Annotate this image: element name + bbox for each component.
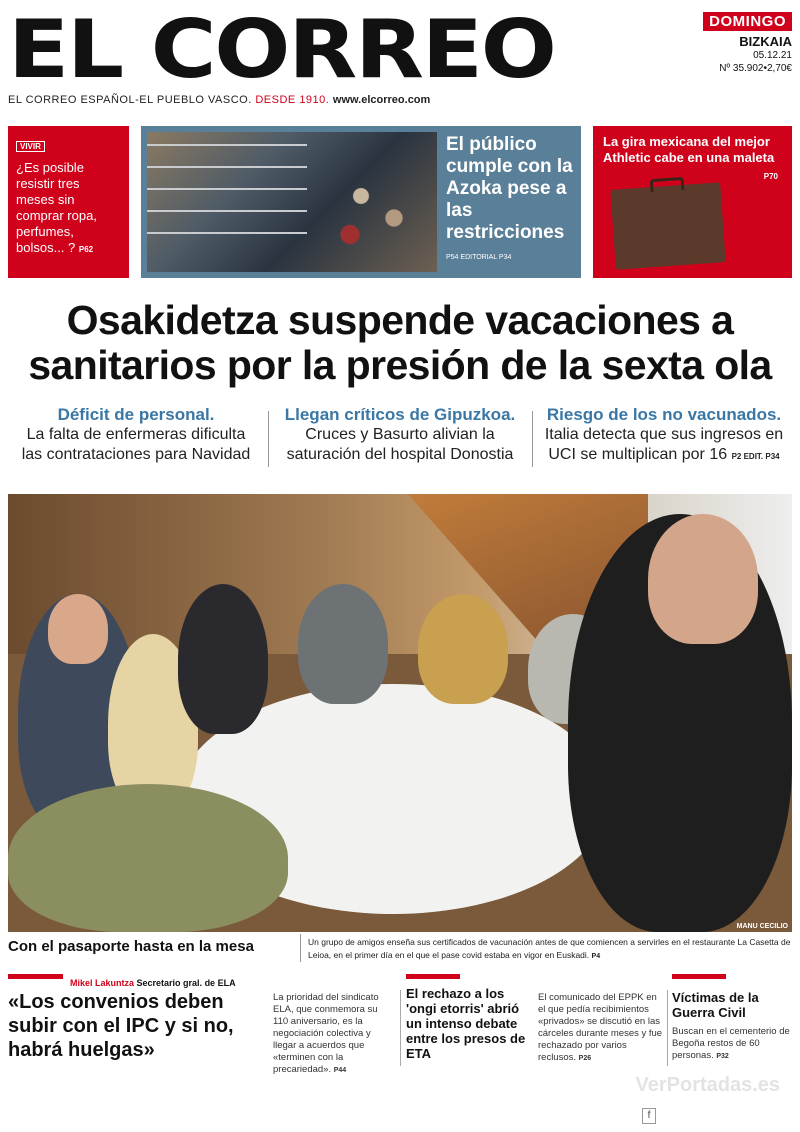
section-bar: [406, 974, 460, 979]
promo-athletic[interactable]: [593, 126, 792, 278]
guerra-civil-body: Buscan en el cementerio de Begoña restos de 60 personas. P32: [672, 1026, 790, 1061]
subhead-no-vacunados[interactable]: Riesgo de los no vacunados. Italia detecta que sus ingresos en UCI se multiplican por 16 P2 EDIT. P34: [536, 405, 792, 467]
divider: [667, 990, 668, 1066]
promo-azoka-headline: El público cumple con la Azoka pese a las restricciones: [446, 134, 573, 243]
promo-athletic-headline: La gira mexicana del mejor Athletic cabe en una maleta: [603, 134, 775, 165]
caption-title[interactable]: Con el pasaporte hasta en la mesa: [8, 938, 254, 955]
main-headline[interactable]: Osakidetza suspende vacaciones a sanitarios por la presión de la sexta ola: [28, 297, 772, 388]
section-bar: [8, 974, 63, 979]
eta-headline[interactable]: El rechazo a los 'ongi etorris' abrió un intenso debate entre los presos de ETA: [406, 986, 526, 1061]
interviewee-role: Secretario gral. de ELA: [136, 978, 236, 988]
subhead-kicker: Riesgo de los no vacunados.: [546, 405, 782, 424]
subheads: [8, 405, 792, 471]
divider: [532, 411, 533, 467]
suitcase-image: [610, 182, 725, 269]
interview-body: La prioridad del sindicato ELA, que conmemora su 110 aniversario, es la negociación colectiva y llegar a acuerdos que «terminen con la precariedad». P44: [273, 992, 379, 1075]
promo-azoka[interactable]: [141, 126, 581, 278]
restaurant-photo[interactable]: [8, 494, 792, 932]
corner-icon: f: [642, 1108, 656, 1124]
masthead: [8, 3, 792, 108]
promo-vivir-text: ¿Es posible resistir tres meses sin comprar ropa, perfumes, bolsos... ? P62: [16, 160, 97, 255]
bottom-stories: [8, 974, 792, 1074]
promo-row: [8, 126, 792, 278]
issue-number-price: Nº 35.902•2,70€: [719, 63, 792, 74]
subhead-deficit[interactable]: Déficit de personal. La falta de enfermeras dificulta las contrataciones para Navidad: [8, 405, 264, 465]
page-ref: P32: [716, 1053, 729, 1060]
subhead-gipuzkoa[interactable]: Llegan críticos de Gipuzkoa. Cruces y Basurto alivian la saturación del hospital Donostia: [272, 405, 528, 465]
interview-headline[interactable]: «Los convenios deben subir con el IPC y si no, habrá huelgas»: [8, 991, 234, 1061]
market-photo: [147, 132, 437, 272]
newspaper-logo[interactable]: EL CORREO: [8, 3, 555, 96]
page-ref: P54 EDITORIAL P34: [446, 254, 512, 261]
caption-text: Un grupo de amigos enseña sus certificados de vacunación antes de que comiencen a servirles en el restaurante La Casetta de Leioa, en el primer día en el que el pase covid estaba en vigor en Euskadi. P4: [308, 937, 791, 960]
page-ref: P70: [763, 172, 778, 181]
section-bar: [672, 974, 726, 979]
issue-date: 05.12.21: [753, 50, 792, 61]
edition-label: BIZKAIA: [739, 34, 792, 49]
photo-caption: [8, 934, 792, 964]
page-ref: P26: [578, 1055, 592, 1062]
guerra-civil-headline[interactable]: Víctimas de la Guerra Civil: [672, 990, 759, 1020]
day-badge: DOMINGO: [703, 12, 792, 31]
tagline: [8, 94, 430, 106]
photo-credit: MANU CECILIO: [736, 923, 788, 930]
site-link[interactable]: www.elcorreo.com: [332, 94, 431, 106]
page-ref: P4: [591, 953, 601, 960]
tagline-since: DESDE 1910.: [255, 94, 330, 106]
page-ref: P2 EDIT. P34: [731, 452, 780, 461]
eta-body: El comunicado del EPPK en el que pedía recibimientos «privados» se discutió en las cárceles durante meses y fue rechazado por varios reclusos. P26: [538, 992, 663, 1063]
subhead-kicker: Llegan críticos de Gipuzkoa.: [284, 405, 516, 424]
interviewee-name: Mikel Lakuntza: [70, 978, 135, 988]
issue-info: [703, 12, 792, 74]
page-ref: P44: [333, 1067, 347, 1074]
divider: [300, 934, 301, 962]
page-ref: P62: [78, 245, 94, 254]
watermark: VerPortadas.es: [635, 1074, 780, 1096]
divider: [268, 411, 269, 467]
promo-vivir[interactable]: [8, 126, 129, 278]
divider: [400, 990, 401, 1066]
subhead-kicker: Déficit de personal.: [57, 405, 215, 424]
section-tag: VIVIR: [16, 141, 45, 152]
interview-byline: [70, 978, 236, 988]
tagline-prefix: EL CORREO ESPAÑOL-EL PUEBLO VASCO.: [8, 94, 252, 106]
